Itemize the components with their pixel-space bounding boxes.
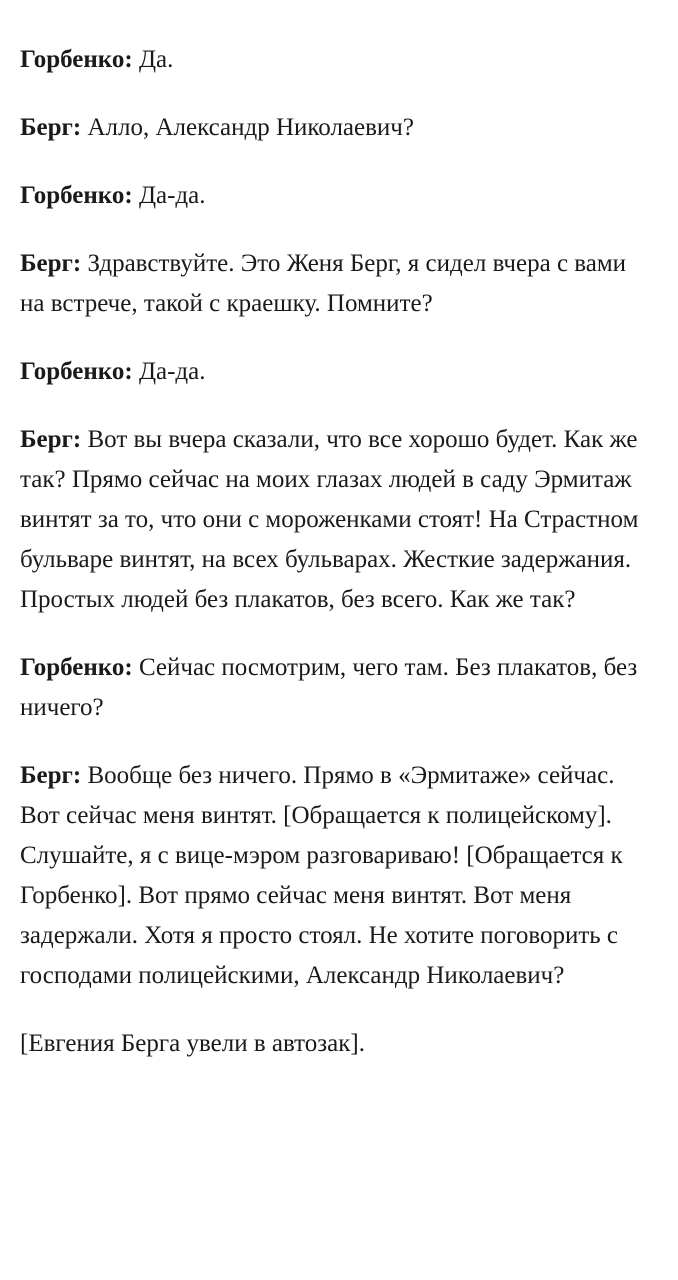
dialogue-text: Здравствуйте. Это Женя Берг, я сидел вчера с вами на встрече, такой с краешку. Помните? <box>20 250 627 317</box>
dialogue-line <box>20 176 650 216</box>
dialogue-line <box>20 648 650 728</box>
dialogue-text: Да. <box>132 46 174 73</box>
dialogue-line <box>20 756 650 996</box>
speaker-name: Берг: <box>20 250 82 277</box>
speaker-name: Берг: <box>20 114 82 141</box>
stage-direction: [Евгения Берга увели в автозак]. <box>20 1030 365 1057</box>
speaker-name: Горбенко: <box>20 182 133 209</box>
dialogue-line <box>20 40 650 80</box>
dialogue-text: Алло, Александр Николаевич? <box>81 114 414 141</box>
dialogue-line <box>20 108 650 148</box>
speaker-name: Горбенко: <box>20 654 133 681</box>
dialogue-text: Да-да. <box>132 358 206 385</box>
speaker-name: Берг: <box>20 762 82 789</box>
speaker-name: Горбенко: <box>20 358 133 385</box>
dialogue-line <box>20 420 650 620</box>
transcript-article <box>20 40 650 1064</box>
dialogue-text: Да-да. <box>132 182 206 209</box>
dialogue-text: Вообще без ничего. Прямо в «Эрмитаже» сейчас. Вот сейчас меня винтят. [Обращается к полицейскому]. Слушайте, я с вице-мэром разговариваю! [Обращается к Горбенко]. Вот прямо сейчас меня винтят. Вот меня задержали. Хотя я просто стоял. Не хотите поговорить с господами полицейскими, Александр Николаевич? <box>20 762 623 989</box>
dialogue-line <box>20 352 650 392</box>
speaker-name: Горбенко: <box>20 46 133 73</box>
dialogue-text: Вот вы вчера сказали, что все хорошо будет. Как же так? Прямо сейчас на моих глазах людей в саду Эрмитаж винтят за то, что они с мороженками стоят! На Страстном бульваре винтят, на всех бульварах. Жесткие задержания. Простых людей без плакатов, без всего. Как же так? <box>20 426 639 613</box>
dialogue-text: Сейчас посмотрим, чего там. Без плакатов, без ничего? <box>20 654 638 721</box>
speaker-name: Берг: <box>20 426 82 453</box>
dialogue-line <box>20 244 650 324</box>
